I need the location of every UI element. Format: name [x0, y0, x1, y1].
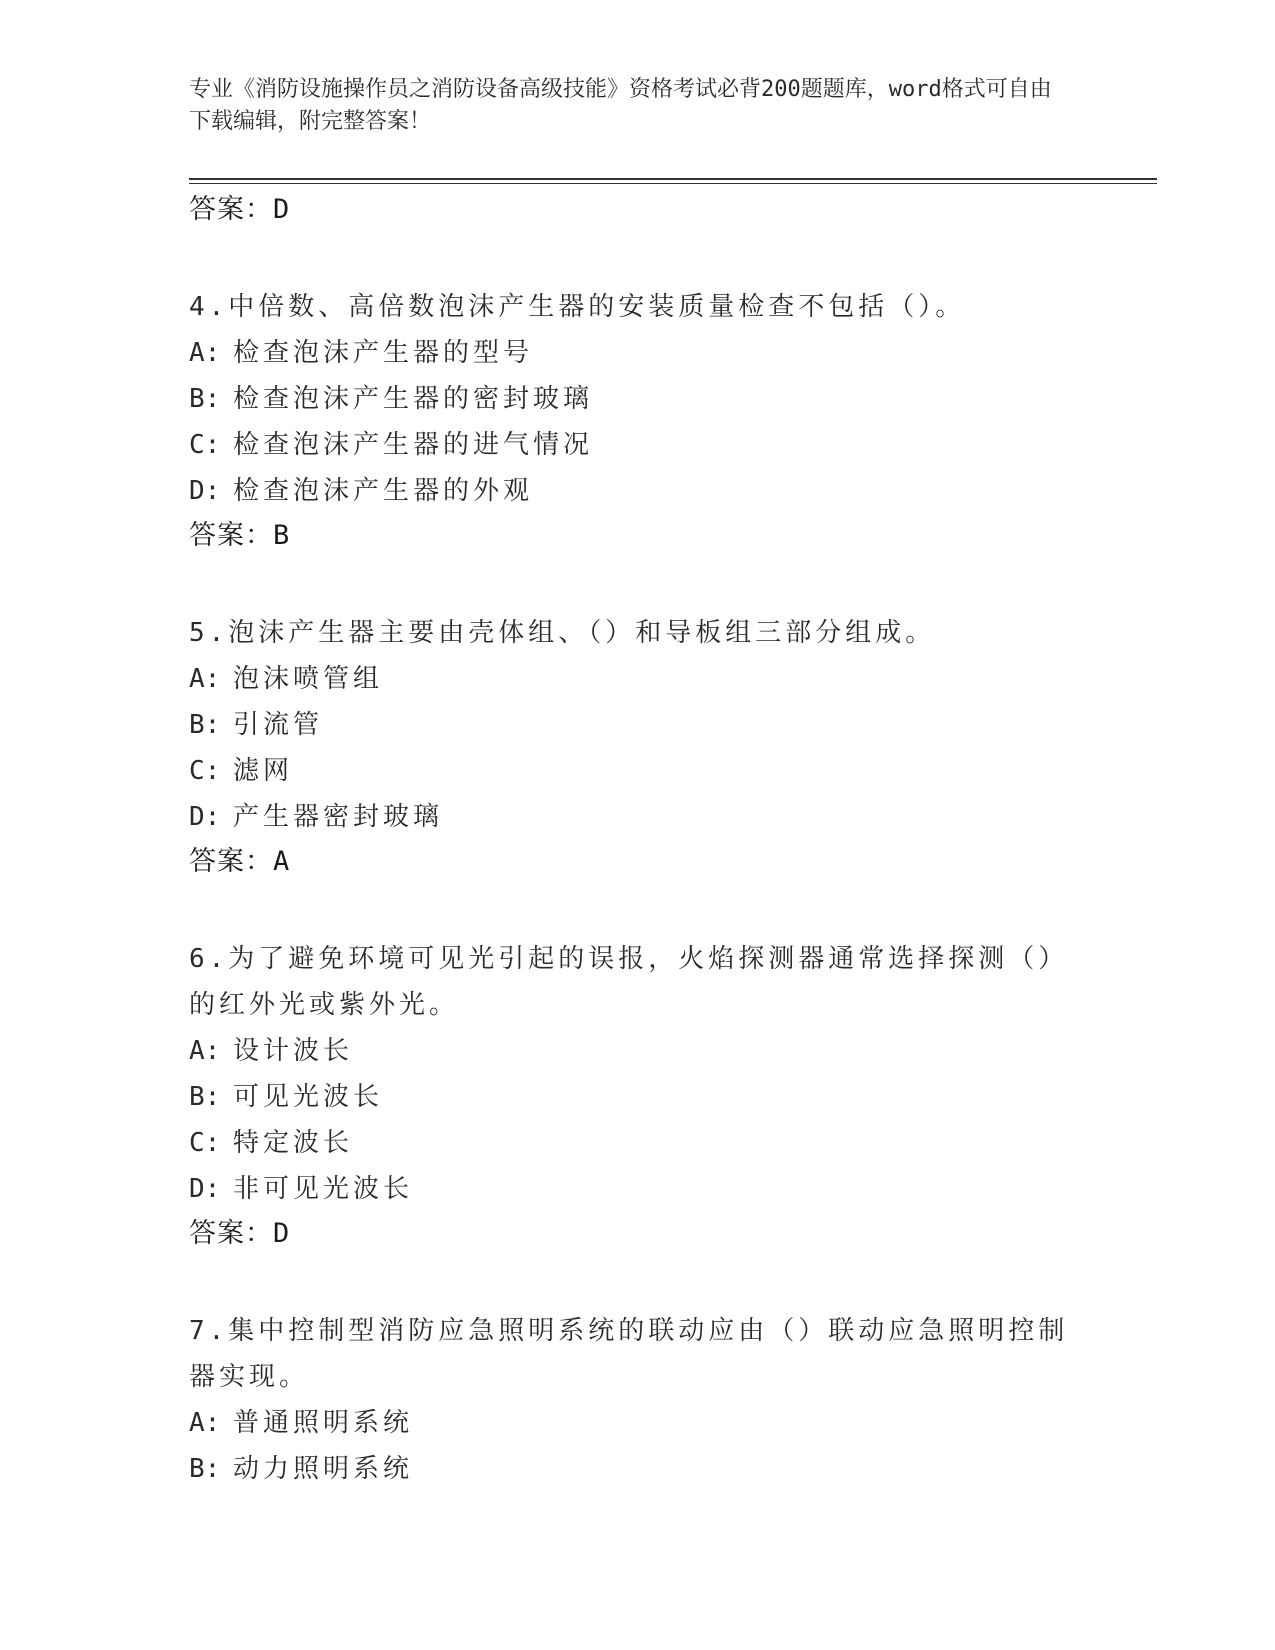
option-key: B:	[189, 710, 221, 740]
question-stem: 7.集中控制型消防应急照明系统的联动应由（）联动应急照明控制器实现。	[189, 1316, 1069, 1392]
answer-label: 答案：	[189, 846, 273, 877]
question-item	[189, 936, 1089, 1256]
option-text: 引流管	[233, 710, 324, 740]
question-item	[189, 610, 1089, 884]
question-stem: 5.泡沫产生器主要由壳体组、（）和导板组三部分组成。	[189, 618, 936, 648]
option-c	[189, 748, 1089, 794]
option-key: B:	[189, 384, 221, 414]
answer-line	[189, 1212, 1089, 1256]
option-a	[189, 1028, 1089, 1074]
question-item	[189, 284, 1089, 558]
option-key: D:	[189, 802, 221, 832]
option-d	[189, 468, 1089, 514]
option-key: B:	[189, 1082, 221, 1112]
option-key: B:	[189, 1454, 221, 1484]
option-d	[189, 1166, 1089, 1212]
option-d	[189, 794, 1089, 840]
answer-line	[189, 514, 1089, 558]
option-b	[189, 376, 1089, 422]
option-a	[189, 330, 1089, 376]
option-text: 设计波长	[233, 1036, 354, 1066]
page-header: 专业《消防设施操作员之消防设备高级技能》资格考试必背200题题库，word格式可自由下载编辑，附完整答案！	[189, 77, 1052, 134]
option-key: D:	[189, 1174, 221, 1204]
answer-value: D	[273, 1218, 291, 1249]
option-text: 检查泡沫产生器的外观	[233, 476, 534, 506]
option-a	[189, 656, 1089, 702]
option-key: A:	[189, 1036, 221, 1066]
option-text: 普通照明系统	[233, 1408, 414, 1438]
option-text: 滤网	[233, 756, 294, 786]
option-key: A:	[189, 1408, 221, 1438]
question-item	[189, 1308, 1089, 1492]
option-text: 泡沫喷管组	[233, 664, 384, 694]
option-text: 可见光波长	[233, 1082, 384, 1112]
answer-line	[189, 840, 1089, 884]
header-divider	[189, 178, 1157, 184]
option-c	[189, 1120, 1089, 1166]
option-key: C:	[189, 756, 221, 786]
option-text: 检查泡沫产生器的型号	[233, 338, 534, 368]
option-text: 产生器密封玻璃	[233, 802, 444, 832]
option-text: 动力照明系统	[233, 1454, 414, 1484]
option-key: A:	[189, 664, 221, 694]
answer-line	[189, 188, 1089, 232]
option-b	[189, 702, 1089, 748]
answer-label: 答案：	[189, 194, 273, 225]
option-b	[189, 1446, 1089, 1492]
option-key: A:	[189, 338, 221, 368]
option-text: 非可见光波长	[233, 1174, 414, 1204]
option-key: C:	[189, 430, 221, 460]
option-text: 特定波长	[233, 1128, 354, 1158]
option-c	[189, 422, 1089, 468]
option-key: D:	[189, 476, 221, 506]
option-a	[189, 1400, 1089, 1446]
option-key: C:	[189, 1128, 221, 1158]
answer-label: 答案：	[189, 520, 273, 551]
question-stem: 6.为了避免环境可见光引起的误报，火焰探测器通常选择探测（）的红外光或紫外光。	[189, 944, 1069, 1020]
option-text: 检查泡沫产生器的进气情况	[233, 430, 594, 460]
option-b	[189, 1074, 1089, 1120]
question-list	[189, 188, 1089, 1492]
answer-value: A	[273, 846, 291, 877]
answer-value: B	[273, 520, 291, 551]
option-text: 检查泡沫产生器的密封玻璃	[233, 384, 594, 414]
answer-label: 答案：	[189, 1218, 273, 1249]
question-stem: 4.中倍数、高倍数泡沫产生器的安装质量检查不包括（）。	[189, 292, 966, 322]
answer-value: D	[273, 194, 291, 225]
